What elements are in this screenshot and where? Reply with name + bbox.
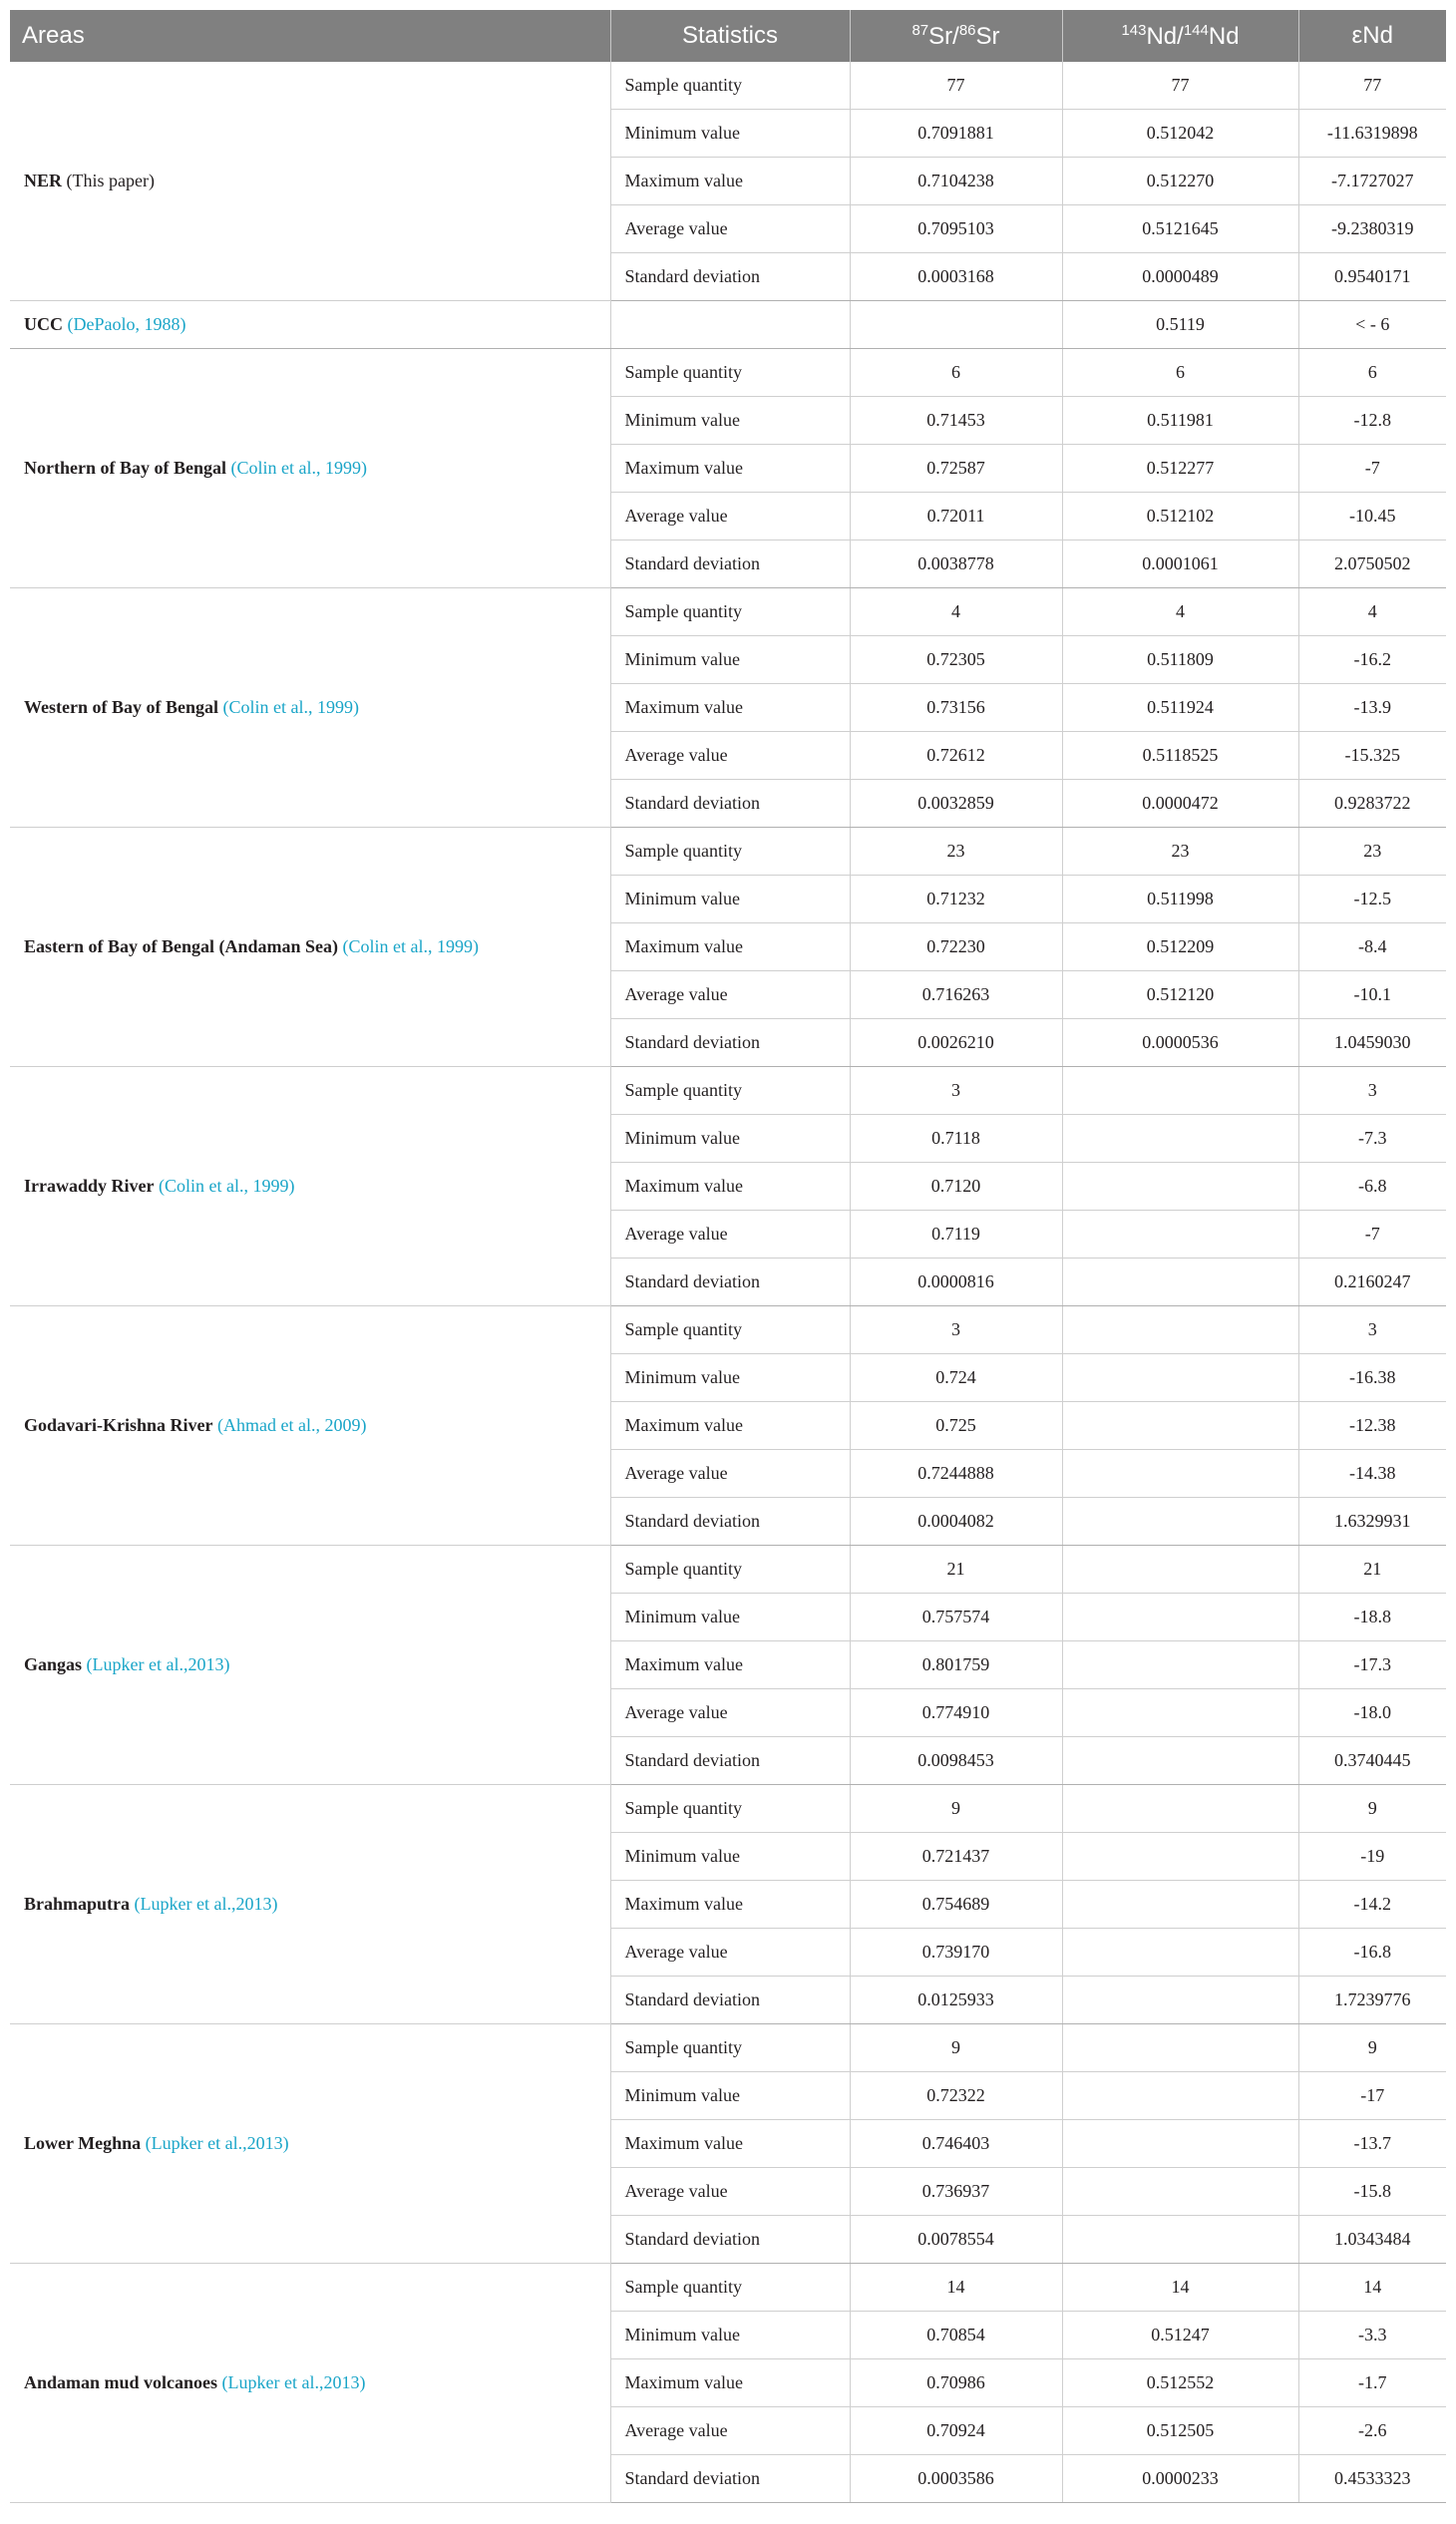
- epsilon-nd-value: -8.4: [1298, 923, 1446, 971]
- statistic-label: Maximum value: [610, 1641, 850, 1689]
- epsilon-nd-value: -17: [1298, 2072, 1446, 2120]
- epsilon-nd-value: 77: [1298, 62, 1446, 110]
- epsilon-nd-value: -14.38: [1298, 1450, 1446, 1498]
- statistic-label: Standard deviation: [610, 1019, 850, 1067]
- epsilon-nd-value: -2.6: [1298, 2407, 1446, 2455]
- sr-ratio-value: 0.7119: [850, 1211, 1062, 1259]
- sr-ratio-value: 0.73156: [850, 684, 1062, 732]
- epsilon-nd-value: -10.45: [1298, 493, 1446, 541]
- nd-ratio-value: [1062, 1402, 1298, 1450]
- statistic-label: Average value: [610, 205, 850, 253]
- statistic-label: Minimum value: [610, 397, 850, 445]
- nd-ratio-value: 0.512102: [1062, 493, 1298, 541]
- area-name: Irrawaddy River: [24, 1176, 155, 1196]
- sr-ratio-value: 0.72587: [850, 445, 1062, 493]
- area-reference[interactable]: (Colin et al., 1999): [230, 458, 367, 478]
- sr-ratio-value: 0.7120: [850, 1163, 1062, 1211]
- area-cell: [10, 588, 610, 828]
- epsilon-nd-value: -6.8: [1298, 1163, 1446, 1211]
- epsilon-nd-value: 1.7239776: [1298, 1977, 1446, 2024]
- epsilon-nd-value: 9: [1298, 1785, 1446, 1833]
- statistic-label: Minimum value: [610, 1833, 850, 1881]
- nd-ratio-value: 0.51247: [1062, 2312, 1298, 2359]
- nd-ratio-value: 0.512270: [1062, 158, 1298, 205]
- nd-ratio-value: 0.5118525: [1062, 732, 1298, 780]
- sr-ratio-value: 0.70854: [850, 2312, 1062, 2359]
- sr-label-2: Sr: [975, 22, 1000, 50]
- area-reference[interactable]: (Colin et al., 1999): [222, 697, 359, 717]
- area-name: Lower Meghna: [24, 2133, 142, 2153]
- nd-ratio-value: [1062, 1498, 1298, 1546]
- statistic-label: Standard deviation: [610, 253, 850, 301]
- statistic-label: Average value: [610, 2407, 850, 2455]
- nd-ratio-value: [1062, 1163, 1298, 1211]
- epsilon-nd-value: -17.3: [1298, 1641, 1446, 1689]
- nd-label-2: Nd: [1208, 22, 1240, 50]
- isotope-statistics-table-container: [10, 10, 1446, 2503]
- area-cell: [10, 828, 610, 1067]
- table-row: [10, 2024, 1446, 2072]
- area-name: NER: [24, 171, 63, 190]
- epsilon-nd-value: 21: [1298, 1546, 1446, 1594]
- statistic-label: Standard deviation: [610, 2216, 850, 2264]
- nd-ratio-value: 4: [1062, 588, 1298, 636]
- statistic-label: Sample quantity: [610, 588, 850, 636]
- sr-ratio-value: 23: [850, 828, 1062, 876]
- nd-label: Nd/: [1146, 22, 1184, 50]
- sr-ratio-value: 0.0032859: [850, 780, 1062, 828]
- epsilon-nd-value: -18.0: [1298, 1689, 1446, 1737]
- area-cell: [10, 301, 610, 349]
- statistic-label: [610, 301, 850, 349]
- statistic-label: Minimum value: [610, 636, 850, 684]
- nd-ratio-value: [1062, 1546, 1298, 1594]
- sr-ratio-value: 0.739170: [850, 1929, 1062, 1977]
- nd-ratio-value: [1062, 1211, 1298, 1259]
- sr-ratio-value: 0.7244888: [850, 1450, 1062, 1498]
- table-row: [10, 828, 1446, 876]
- statistic-label: Maximum value: [610, 2359, 850, 2407]
- sr-ratio-value: 0.70986: [850, 2359, 1062, 2407]
- epsilon-nd-value: -11.6319898: [1298, 110, 1446, 158]
- statistic-label: Sample quantity: [610, 1306, 850, 1354]
- sr-ratio-value: 77: [850, 62, 1062, 110]
- nd-ratio-value: 0.512277: [1062, 445, 1298, 493]
- epsilon-nd-value: 0.9283722: [1298, 780, 1446, 828]
- epsilon-nd-value: -15.325: [1298, 732, 1446, 780]
- epsilon-nd-value: -14.2: [1298, 1881, 1446, 1929]
- isotope-statistics-table: [10, 10, 1446, 2503]
- epsilon-nd-value: -12.38: [1298, 1402, 1446, 1450]
- statistic-label: Standard deviation: [610, 541, 850, 588]
- sr-ratio-value: 0.7095103: [850, 205, 1062, 253]
- nd-ratio-value: 0.0001061: [1062, 541, 1298, 588]
- sr-ratio-value: 6: [850, 349, 1062, 397]
- epsilon-nd-value: -12.5: [1298, 876, 1446, 923]
- sr-ratio-value: 0.724: [850, 1354, 1062, 1402]
- statistic-label: Sample quantity: [610, 62, 850, 110]
- sr-ratio-value: 0.0026210: [850, 1019, 1062, 1067]
- nd-ratio-value: 0.512120: [1062, 971, 1298, 1019]
- nd-ratio-value: [1062, 1354, 1298, 1402]
- sr-ratio-value: 0.0078554: [850, 2216, 1062, 2264]
- sr-ratio-value: 0.0003168: [850, 253, 1062, 301]
- nd-ratio-value: [1062, 1689, 1298, 1737]
- nd143-superscript: 143: [1121, 21, 1147, 39]
- statistic-label: Minimum value: [610, 2312, 850, 2359]
- epsilon-nd-value: -7: [1298, 445, 1446, 493]
- nd-ratio-value: 0.512042: [1062, 110, 1298, 158]
- area-reference[interactable]: (Ahmad et al., 2009): [217, 1415, 367, 1435]
- statistic-label: Minimum value: [610, 1115, 850, 1163]
- nd-ratio-value: 0.0000536: [1062, 1019, 1298, 1067]
- statistic-label: Sample quantity: [610, 349, 850, 397]
- statistic-label: Maximum value: [610, 1881, 850, 1929]
- nd-ratio-value: [1062, 1881, 1298, 1929]
- sr-ratio-value: 0.72230: [850, 923, 1062, 971]
- statistic-label: Maximum value: [610, 445, 850, 493]
- area-cell: [10, 1785, 610, 2024]
- statistic-label: Sample quantity: [610, 2024, 850, 2072]
- epsilon-nd-value: 6: [1298, 349, 1446, 397]
- area-reference: (This paper): [66, 171, 155, 190]
- area-reference[interactable]: (Lupker et al.,2013): [221, 2372, 366, 2392]
- sr87-superscript: 87: [911, 21, 929, 39]
- statistic-label: Maximum value: [610, 158, 850, 205]
- statistic-label: Sample quantity: [610, 1067, 850, 1115]
- sr-ratio-value: 3: [850, 1306, 1062, 1354]
- epsilon-nd-value: -7.3: [1298, 1115, 1446, 1163]
- statistic-label: Minimum value: [610, 1354, 850, 1402]
- statistic-label: Average value: [610, 732, 850, 780]
- area-cell: [10, 1306, 610, 1546]
- nd-ratio-value: [1062, 2024, 1298, 2072]
- header-nd-ratio: [1062, 10, 1298, 62]
- nd-ratio-value: 0.512552: [1062, 2359, 1298, 2407]
- nd-ratio-value: [1062, 1833, 1298, 1881]
- epsilon-nd-value: -7.1727027: [1298, 158, 1446, 205]
- sr-ratio-value: 0.0003586: [850, 2455, 1062, 2503]
- statistic-label: Standard deviation: [610, 1737, 850, 1785]
- area-reference[interactable]: (Colin et al., 1999): [158, 1176, 295, 1196]
- area-name: Andaman mud volcanoes: [24, 2372, 218, 2392]
- nd144-superscript: 144: [1183, 21, 1209, 39]
- sr-label: Sr/: [928, 22, 959, 50]
- sr-ratio-value: 0.7104238: [850, 158, 1062, 205]
- statistic-label: Average value: [610, 1929, 850, 1977]
- nd-ratio-value: 0.5121645: [1062, 205, 1298, 253]
- statistic-label: Average value: [610, 1450, 850, 1498]
- sr-ratio-value: 0.72011: [850, 493, 1062, 541]
- sr86-superscript: 86: [958, 21, 976, 39]
- table-row: [10, 62, 1446, 110]
- table-row: [10, 349, 1446, 397]
- area-reference[interactable]: (DePaolo, 1988): [67, 314, 186, 334]
- sr-ratio-value: 0.72322: [850, 2072, 1062, 2120]
- sr-ratio-value: 0.0000816: [850, 1259, 1062, 1306]
- statistic-label: Sample quantity: [610, 2264, 850, 2312]
- epsilon-nd-value: -13.7: [1298, 2120, 1446, 2168]
- epsilon-nd-value: 2.0750502: [1298, 541, 1446, 588]
- nd-ratio-value: 0.511998: [1062, 876, 1298, 923]
- nd-ratio-value: 0.511924: [1062, 684, 1298, 732]
- sr-ratio-value: 0.72612: [850, 732, 1062, 780]
- nd-ratio-value: 23: [1062, 828, 1298, 876]
- area-cell: [10, 2264, 610, 2503]
- statistic-label: Maximum value: [610, 684, 850, 732]
- sr-ratio-value: 0.721437: [850, 1833, 1062, 1881]
- statistic-label: Sample quantity: [610, 1546, 850, 1594]
- nd-ratio-value: 6: [1062, 349, 1298, 397]
- sr-ratio-value: 0.70924: [850, 2407, 1062, 2455]
- header-epsilon-nd: εNd: [1298, 10, 1446, 62]
- statistic-label: Sample quantity: [610, 1785, 850, 1833]
- statistic-label: Average value: [610, 493, 850, 541]
- sr-ratio-value: 0.0038778: [850, 541, 1062, 588]
- statistic-label: Minimum value: [610, 876, 850, 923]
- statistic-label: Sample quantity: [610, 828, 850, 876]
- nd-ratio-value: [1062, 1737, 1298, 1785]
- sr-ratio-value: 0.7118: [850, 1115, 1062, 1163]
- sr-ratio-value: 0.736937: [850, 2168, 1062, 2216]
- area-reference[interactable]: (Lupker et al.,2013): [134, 1894, 278, 1914]
- nd-ratio-value: [1062, 1115, 1298, 1163]
- nd-ratio-value: [1062, 1785, 1298, 1833]
- sr-ratio-value: [850, 301, 1062, 349]
- sr-ratio-value: 0.725: [850, 1402, 1062, 1450]
- table-row: [10, 588, 1446, 636]
- epsilon-nd-value: 3: [1298, 1306, 1446, 1354]
- sr-ratio-value: 4: [850, 588, 1062, 636]
- nd-ratio-value: 14: [1062, 2264, 1298, 2312]
- area-cell: [10, 1546, 610, 1785]
- statistic-label: Average value: [610, 1689, 850, 1737]
- statistic-label: Standard deviation: [610, 2455, 850, 2503]
- table-header-row: [10, 10, 1446, 62]
- sr-ratio-value: 0.754689: [850, 1881, 1062, 1929]
- epsilon-nd-value: 1.0343484: [1298, 2216, 1446, 2264]
- sr-ratio-value: 14: [850, 2264, 1062, 2312]
- epsilon-nd-value: -7: [1298, 1211, 1446, 1259]
- table-row: [10, 1546, 1446, 1594]
- area-name: Brahmaputra: [24, 1894, 131, 1914]
- statistic-label: Standard deviation: [610, 1259, 850, 1306]
- sr-ratio-value: 0.71232: [850, 876, 1062, 923]
- epsilon-nd-value: -16.8: [1298, 1929, 1446, 1977]
- area-cell: [10, 349, 610, 588]
- statistic-label: Minimum value: [610, 1594, 850, 1641]
- area-reference[interactable]: (Lupker et al.,2013): [86, 1654, 230, 1674]
- nd-ratio-value: 0.0000233: [1062, 2455, 1298, 2503]
- area-reference[interactable]: (Colin et al., 1999): [342, 936, 479, 956]
- epsilon-nd-value: -1.7: [1298, 2359, 1446, 2407]
- nd-ratio-value: [1062, 1450, 1298, 1498]
- sr-ratio-value: 0.0004082: [850, 1498, 1062, 1546]
- nd-ratio-value: [1062, 2072, 1298, 2120]
- nd-ratio-value: 0.0000489: [1062, 253, 1298, 301]
- nd-ratio-value: [1062, 1306, 1298, 1354]
- table-row: [10, 2264, 1446, 2312]
- nd-ratio-value: [1062, 2216, 1298, 2264]
- epsilon-nd-value: -18.8: [1298, 1594, 1446, 1641]
- sr-ratio-value: 0.71453: [850, 397, 1062, 445]
- area-name: Western of Bay of Bengal: [24, 697, 218, 717]
- area-reference[interactable]: (Lupker et al.,2013): [145, 2133, 289, 2153]
- sr-ratio-value: 21: [850, 1546, 1062, 1594]
- sr-ratio-value: 9: [850, 1785, 1062, 1833]
- epsilon-nd-value: 0.2160247: [1298, 1259, 1446, 1306]
- nd-ratio-value: 0.0000472: [1062, 780, 1298, 828]
- epsilon-nd-value: -16.38: [1298, 1354, 1446, 1402]
- epsilon-nd-value: 9: [1298, 2024, 1446, 2072]
- epsilon-nd-value: -19: [1298, 1833, 1446, 1881]
- nd-ratio-value: 0.511809: [1062, 636, 1298, 684]
- epsilon-nd-value: 0.3740445: [1298, 1737, 1446, 1785]
- epsilon-nd-value: 23: [1298, 828, 1446, 876]
- sr-ratio-value: 0.0098453: [850, 1737, 1062, 1785]
- sr-ratio-value: 3: [850, 1067, 1062, 1115]
- sr-ratio-value: 0.774910: [850, 1689, 1062, 1737]
- statistic-label: Average value: [610, 2168, 850, 2216]
- header-statistics: Statistics: [610, 10, 850, 62]
- table-row: [10, 301, 1446, 349]
- sr-ratio-value: 0.746403: [850, 2120, 1062, 2168]
- statistic-label: Standard deviation: [610, 1498, 850, 1546]
- area-cell: [10, 2024, 610, 2264]
- nd-ratio-value: [1062, 2120, 1298, 2168]
- table-row: [10, 1067, 1446, 1115]
- epsilon-nd-value: -10.1: [1298, 971, 1446, 1019]
- epsilon-nd-value: 4: [1298, 588, 1446, 636]
- nd-ratio-value: 77: [1062, 62, 1298, 110]
- sr-ratio-value: 9: [850, 2024, 1062, 2072]
- header-areas: Areas: [10, 10, 610, 62]
- nd-ratio-value: 0.512505: [1062, 2407, 1298, 2455]
- area-name: Eastern of Bay of Bengal (Andaman Sea): [24, 936, 339, 956]
- statistic-label: Maximum value: [610, 923, 850, 971]
- nd-ratio-value: [1062, 1594, 1298, 1641]
- epsilon-nd-value: < - 6: [1298, 301, 1446, 349]
- nd-ratio-value: [1062, 1067, 1298, 1115]
- nd-ratio-value: 0.5119: [1062, 301, 1298, 349]
- epsilon-nd-value: 0.4533323: [1298, 2455, 1446, 2503]
- epsilon-nd-value: 3: [1298, 1067, 1446, 1115]
- epsilon-nd-value: -3.3: [1298, 2312, 1446, 2359]
- statistic-label: Standard deviation: [610, 1977, 850, 2024]
- table-body: [10, 62, 1446, 2503]
- area-name: Northern of Bay of Bengal: [24, 458, 226, 478]
- epsilon-nd-value: -15.8: [1298, 2168, 1446, 2216]
- statistic-label: Minimum value: [610, 2072, 850, 2120]
- nd-ratio-value: [1062, 2168, 1298, 2216]
- statistic-label: Minimum value: [610, 110, 850, 158]
- statistic-label: Average value: [610, 971, 850, 1019]
- epsilon-nd-value: -13.9: [1298, 684, 1446, 732]
- nd-ratio-value: 0.512209: [1062, 923, 1298, 971]
- nd-ratio-value: [1062, 1929, 1298, 1977]
- epsilon-nd-value: -16.2: [1298, 636, 1446, 684]
- table-row: [10, 1785, 1446, 1833]
- statistic-label: Maximum value: [610, 1163, 850, 1211]
- statistic-label: Average value: [610, 1211, 850, 1259]
- sr-ratio-value: 0.0125933: [850, 1977, 1062, 2024]
- table-row: [10, 1306, 1446, 1354]
- area-name: UCC: [24, 314, 63, 334]
- epsilon-nd-value: 1.0459030: [1298, 1019, 1446, 1067]
- area-cell: [10, 1067, 610, 1306]
- nd-ratio-value: [1062, 1977, 1298, 2024]
- epsilon-nd-value: 0.9540171: [1298, 253, 1446, 301]
- statistic-label: Maximum value: [610, 2120, 850, 2168]
- area-name: Gangas: [24, 1654, 83, 1674]
- epsilon-nd-value: 1.6329931: [1298, 1498, 1446, 1546]
- sr-ratio-value: 0.757574: [850, 1594, 1062, 1641]
- epsilon-nd-value: -12.8: [1298, 397, 1446, 445]
- nd-ratio-value: 0.511981: [1062, 397, 1298, 445]
- epsilon-nd-value: -9.2380319: [1298, 205, 1446, 253]
- statistic-label: Standard deviation: [610, 780, 850, 828]
- sr-ratio-value: 0.72305: [850, 636, 1062, 684]
- epsilon-nd-value: 14: [1298, 2264, 1446, 2312]
- area-cell: [10, 62, 610, 301]
- sr-ratio-value: 0.716263: [850, 971, 1062, 1019]
- header-sr-ratio: [850, 10, 1062, 62]
- nd-ratio-value: [1062, 1641, 1298, 1689]
- statistic-label: Maximum value: [610, 1402, 850, 1450]
- nd-ratio-value: [1062, 1259, 1298, 1306]
- sr-ratio-value: 0.801759: [850, 1641, 1062, 1689]
- area-name: Godavari-Krishna River: [24, 1415, 213, 1435]
- sr-ratio-value: 0.7091881: [850, 110, 1062, 158]
